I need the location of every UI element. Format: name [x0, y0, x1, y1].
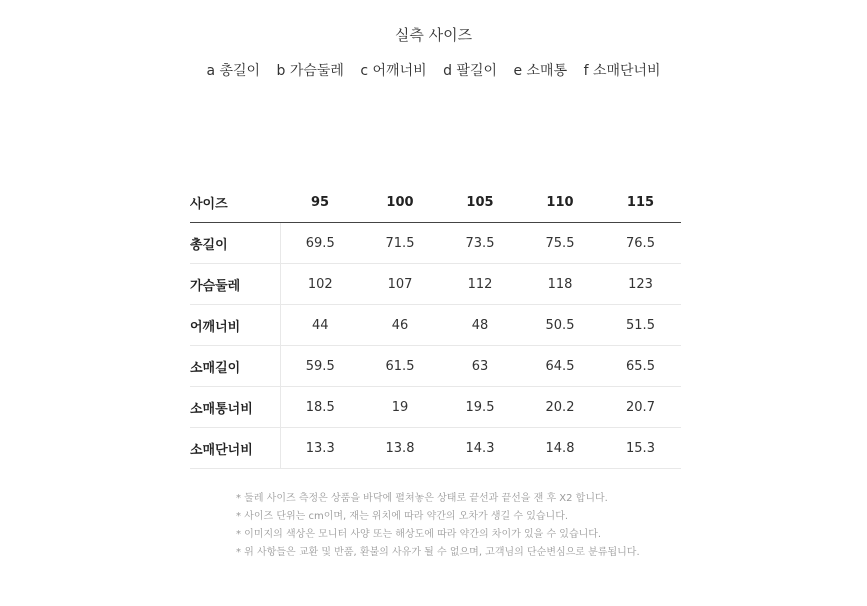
row-label: 소매단너비	[190, 428, 280, 469]
table-row	[190, 223, 681, 264]
table-cell: 65.5	[600, 346, 681, 387]
legend-item-f: f 소매단너비	[583, 63, 661, 79]
legend-item-a: a 총길이	[206, 63, 261, 79]
table-row	[190, 264, 681, 305]
header-label: 사이즈	[190, 182, 280, 223]
table-cell: 15.3	[600, 428, 681, 469]
table-cell: 14.8	[520, 428, 600, 469]
table-cell: 18.5	[280, 387, 360, 428]
table-cell: 48	[440, 305, 520, 346]
measurement-legend	[0, 60, 867, 80]
size-header: 95	[280, 182, 360, 223]
table-cell: 51.5	[600, 305, 681, 346]
table-cell: 102	[280, 264, 360, 305]
row-label: 총길이	[190, 223, 280, 264]
row-label: 어깨너비	[190, 305, 280, 346]
table-cell: 75.5	[520, 223, 600, 264]
table-row	[190, 428, 681, 469]
size-header: 115	[600, 182, 681, 223]
notes-section	[236, 490, 640, 562]
table-cell: 20.7	[600, 387, 681, 428]
table-cell: 19	[360, 387, 440, 428]
size-header: 100	[360, 182, 440, 223]
table-cell: 112	[440, 264, 520, 305]
row-label: 소매길이	[190, 346, 280, 387]
table-cell: 107	[360, 264, 440, 305]
row-label: 가슴둘레	[190, 264, 280, 305]
table-cell: 14.3	[440, 428, 520, 469]
table-cell: 76.5	[600, 223, 681, 264]
table-cell: 63	[440, 346, 520, 387]
size-table	[190, 182, 681, 469]
table-row	[190, 346, 681, 387]
size-header: 110	[520, 182, 600, 223]
note-line: * 둘레 사이즈 측정은 상품을 바닥에 펼쳐놓은 상태로 끝선과 끝선을 잰 후 X2 합니다.	[236, 493, 608, 504]
table-cell: 69.5	[280, 223, 360, 264]
table-cell: 123	[600, 264, 681, 305]
table-header-row	[190, 182, 681, 223]
table-cell: 71.5	[360, 223, 440, 264]
note-line: * 사이즈 단위는 cm이며, 재는 위치에 따라 약간의 오차가 생길 수 있습니다.	[236, 511, 569, 522]
table-cell: 59.5	[280, 346, 360, 387]
table-cell: 73.5	[440, 223, 520, 264]
table-row	[190, 305, 681, 346]
table-cell: 44	[280, 305, 360, 346]
table-cell: 13.3	[280, 428, 360, 469]
table-row	[190, 387, 681, 428]
table-cell: 61.5	[360, 346, 440, 387]
page-title: 실측 사이즈	[394, 26, 473, 44]
table-cell: 50.5	[520, 305, 600, 346]
legend-item-c: c 어깨너비	[360, 63, 427, 79]
table-cell: 19.5	[440, 387, 520, 428]
table-cell: 64.5	[520, 346, 600, 387]
row-label: 소매통너비	[190, 387, 280, 428]
note-line: * 이미지의 색상은 모니터 사양 또는 해상도에 따라 약간의 차이가 있을 수 있습니다.	[236, 529, 602, 540]
legend-item-e: e 소매통	[513, 63, 568, 79]
table-cell: 118	[520, 264, 600, 305]
note-line: * 위 사항들은 교환 및 반품, 환불의 사유가 될 수 없으며, 고객님의 단순변심으로 분류됩니다.	[236, 547, 640, 558]
legend-item-b: b 가슴둘레	[276, 63, 344, 79]
size-header: 105	[440, 182, 520, 223]
table-cell: 46	[360, 305, 440, 346]
legend-item-d: d 팔길이	[443, 63, 498, 79]
table-cell: 20.2	[520, 387, 600, 428]
table-cell: 13.8	[360, 428, 440, 469]
